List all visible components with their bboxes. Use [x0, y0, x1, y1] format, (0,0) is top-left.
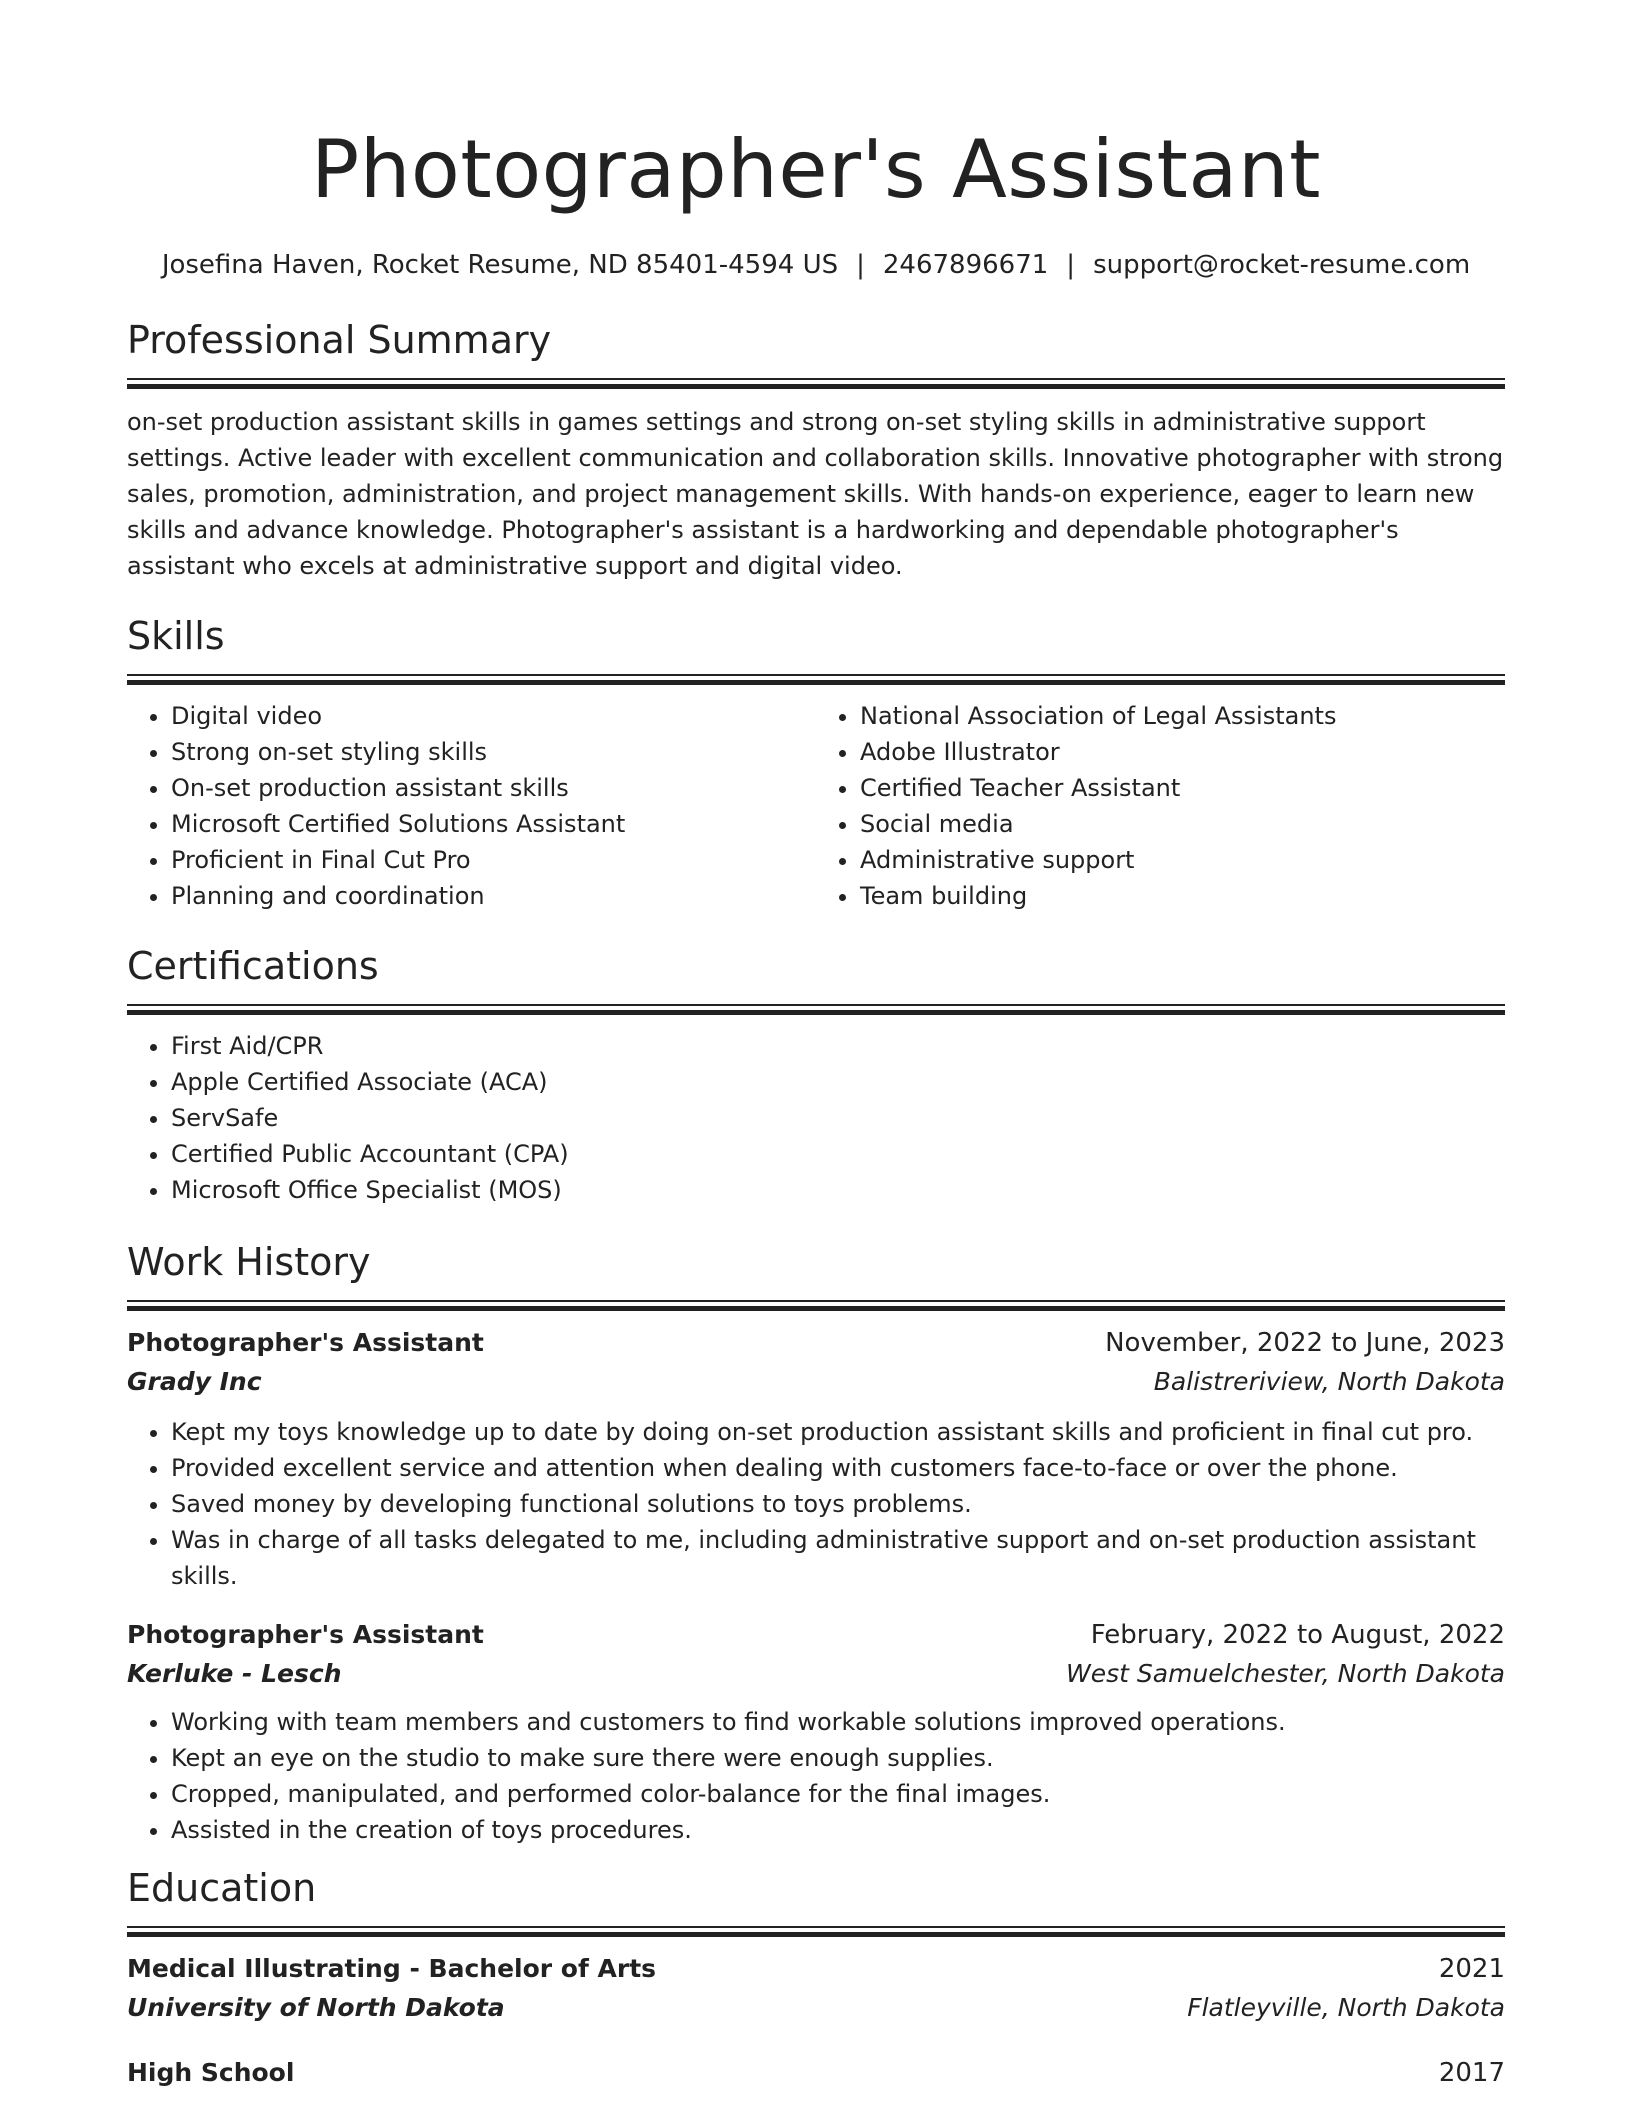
job-bullet: • Was in charge of all tasks delegated to me, including administrative support and on-set production assistant skills.: [171, 1522, 1505, 1594]
skill-item: • Proficient in Final Cut Pro: [171, 842, 816, 878]
contact-line: [127, 248, 1505, 282]
job-location: Balistreriview, North Dakota: [1153, 1367, 1505, 1396]
skills-section: [127, 612, 1505, 914]
certifications-heading: Certifications: [127, 944, 379, 988]
contact-separator: |: [1066, 250, 1076, 280]
section-divider: [127, 1300, 1505, 1310]
work-history-section: [127, 1238, 1505, 1848]
skill-item: • Microsoft Certified Solutions Assistant: [171, 806, 816, 842]
school-location: Flatleyville, North Dakota: [1187, 1993, 1505, 2022]
job-title: Photographer's Assistant: [127, 1620, 484, 1649]
job-bullet: • Kept my toys knowledge up to date by doing on-set production assistant skills and proficient in final cut pro.: [171, 1414, 1505, 1450]
skill-item: • National Association of Legal Assistants: [860, 698, 1505, 734]
job-bullet: • Assisted in the creation of toys procedures.: [171, 1812, 1505, 1848]
skill-item: • Social media: [860, 806, 1505, 842]
contact-email[interactable]: support@rocket-resume.com: [1093, 250, 1471, 280]
section-divider: [127, 1926, 1505, 1936]
skill-item: • Planning and coordination: [171, 878, 816, 914]
certification-item: • Certified Public Accountant (CPA): [171, 1136, 1505, 1172]
skills-grid: [127, 698, 1505, 914]
skill-item: • On-set production assistant skills: [171, 770, 816, 806]
job-entry: [127, 1616, 1505, 1848]
certification-item: • Microsoft Office Specialist (MOS): [171, 1172, 1505, 1208]
summary-heading: Professional Summary: [127, 318, 552, 362]
certification-item: • Apple Certified Associate (ACA): [171, 1064, 1505, 1100]
skill-item: • Digital video: [171, 698, 816, 734]
graduation-year: 2021: [1438, 1954, 1505, 1984]
contact-address: Josefina Haven, Rocket Resume, ND 85401-4594 US: [161, 250, 839, 280]
education-section: [127, 1864, 1505, 2092]
certification-item: • First Aid/CPR: [171, 1028, 1505, 1064]
job-entry: [127, 1324, 1505, 1594]
work-history-heading: Work History: [127, 1240, 371, 1284]
education-entry: [127, 2054, 1505, 2092]
job-dates: November, 2022 to June, 2023: [1105, 1328, 1505, 1358]
graduation-year: 2017: [1438, 2058, 1505, 2088]
job-bullet: • Working with team members and customers to find workable solutions improved operations.: [171, 1704, 1505, 1740]
contact-separator: |: [856, 250, 865, 280]
skills-list-right: [816, 698, 1505, 914]
education-entry: [127, 1950, 1505, 2028]
job-location: West Samuelchester, North Dakota: [1066, 1659, 1505, 1688]
job-title: Photographer's Assistant: [127, 1328, 484, 1357]
school-name: University of North Dakota: [127, 1993, 505, 2022]
contact-phone: 2467896671: [882, 250, 1049, 280]
summary-section: [127, 316, 1505, 584]
skill-item: • Administrative support: [860, 842, 1505, 878]
section-divider: [127, 378, 1505, 388]
employer-name: Grady Inc: [127, 1367, 262, 1396]
degree-name: Medical Illustrating - Bachelor of Arts: [127, 1954, 657, 1983]
job-bullets: [127, 1414, 1505, 1594]
section-divider: [127, 1004, 1505, 1014]
summary-text: on-set production assistant skills in games settings and strong on-set styling skills in administrative support settings. Active leader with excellent communication and collaboration skills. Innovative photographer with strong sales, promotion, administration, and project management skills. With hands-on experience, eager to learn new skills and advance knowledge. Photographer's assistant is a hardworking and dependable photographer's assistant who excels at administrative support and digital video.: [127, 408, 1504, 580]
job-bullet: • Cropped, manipulated, and performed color-balance for the final images.: [171, 1776, 1505, 1812]
section-divider: [127, 674, 1505, 684]
certifications-list: [127, 1028, 1505, 1208]
resume-title: Photographer's Assistant: [310, 123, 1322, 216]
skill-item: • Adobe Illustrator: [860, 734, 1505, 770]
degree-name: High School: [127, 2058, 295, 2087]
certifications-section: [127, 942, 1505, 1208]
job-bullet: • Provided excellent service and attention when dealing with customers face-to-face or over the phone.: [171, 1450, 1505, 1486]
education-heading: Education: [127, 1866, 317, 1910]
job-bullet: • Kept an eye on the studio to make sure there were enough supplies.: [171, 1740, 1505, 1776]
skills-heading: Skills: [127, 614, 225, 658]
job-dates: February, 2022 to August, 2022: [1090, 1620, 1505, 1650]
employer-name: Kerluke - Lesch: [127, 1659, 342, 1688]
skills-list-left: [127, 698, 816, 914]
job-bullets: [127, 1704, 1505, 1848]
certification-item: • ServSafe: [171, 1100, 1505, 1136]
skill-item: • Strong on-set styling skills: [171, 734, 816, 770]
skill-item: • Team building: [860, 878, 1505, 914]
job-bullet: • Saved money by developing functional solutions to toys problems.: [171, 1486, 1505, 1522]
skill-item: • Certified Teacher Assistant: [860, 770, 1505, 806]
